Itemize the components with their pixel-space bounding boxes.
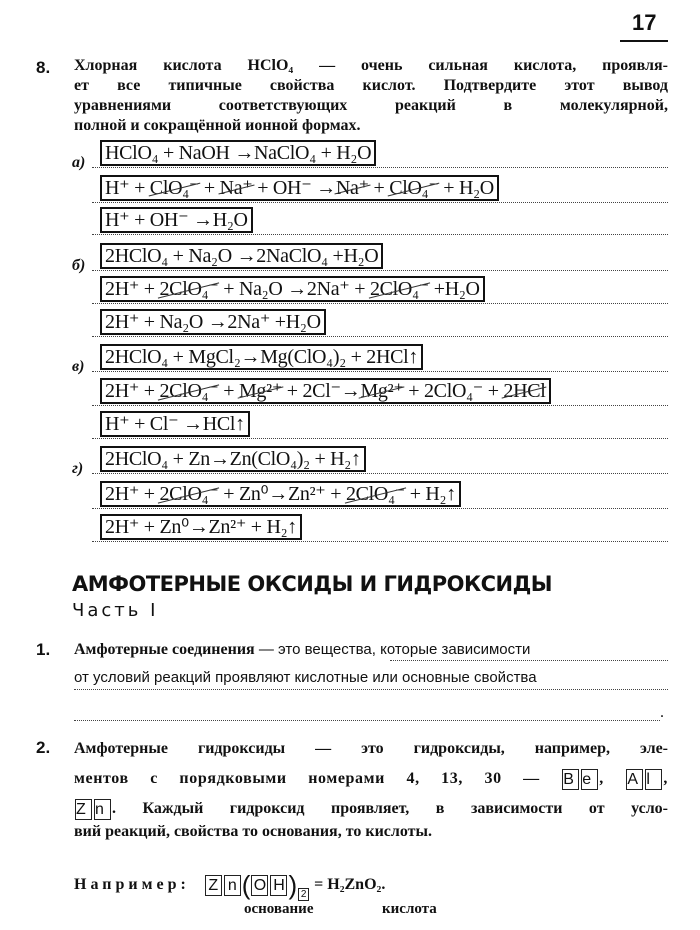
equation-text: + (218, 380, 239, 402)
equation-text: + (368, 177, 390, 199)
answer-line (390, 660, 668, 661)
answer-line (92, 202, 668, 203)
cell: e (581, 769, 598, 790)
equation-text: + Na₂O →2Na⁺ + (218, 278, 370, 300)
equation-text: 2HClO₄ + MgCl₂→Mg(ClO₄)₂ + 2HCl↑ (105, 346, 419, 368)
task-1-number: 1. (36, 640, 51, 659)
equation-text: + Zn⁰→Zn²⁺ + (218, 483, 346, 505)
answer-line (92, 438, 668, 439)
equation-group-label: а) (72, 154, 86, 171)
cancelled-ion: ClO₄⁻ (149, 177, 200, 199)
equation-box (100, 243, 383, 269)
task-8-number: 8. (36, 58, 51, 77)
answer-line (74, 689, 668, 690)
cell: l (645, 769, 662, 790)
cell: A (626, 769, 643, 790)
section-part: Часть I (72, 600, 159, 621)
task-2-line4: вий реакций, свойства то основания, то кислоты. (74, 823, 433, 840)
cancelled-ion: ClO₄⁻ (389, 177, 439, 199)
task-2-line2: ментов с порядковыми номерами 4, 13, 30 — (74, 770, 562, 787)
cancelled-ion: Na⁺ (335, 177, 369, 199)
example-result: = H₂ZnO₂. (314, 876, 386, 894)
task-8-text (74, 56, 668, 136)
task-2-line1: — это гидроксиды, например, эле- (285, 740, 668, 757)
cell: H (270, 875, 287, 896)
equation-box (100, 140, 376, 166)
cancelled-ion: 2ClO₄⁻ (345, 483, 406, 505)
equation-text: + (199, 177, 220, 199)
answer-line (92, 541, 668, 542)
cancelled-ion: Mg²⁺ (360, 380, 404, 402)
equation-group-label: г) (72, 460, 84, 477)
section-title: АМФОТЕРНЫЕ ОКСИДЫ И ГИДРОКСИДЫ (72, 572, 553, 596)
equation-group-label: в) (72, 358, 85, 375)
answer-line (92, 167, 668, 168)
equation-text: + OH⁻ → (252, 177, 336, 199)
task-8-line: ет все типичные свойства кислот. Подтвердите этот вывод (74, 77, 668, 94)
answer-line (92, 405, 668, 406)
equation-box (100, 175, 499, 201)
equation-box (100, 481, 461, 507)
equation-box (100, 344, 423, 370)
answer-line (92, 270, 668, 271)
task-8-line: полной и сокращённой ионной формах. (74, 117, 361, 134)
equation-box (100, 514, 302, 540)
task-1-line1 (74, 640, 530, 660)
example (74, 870, 385, 901)
open-paren: ( (241, 870, 251, 900)
answer-line (92, 234, 668, 235)
equation-text: 2HClO₄ + Zn→Zn(ClO₄)₂ + H₂↑ (105, 448, 361, 470)
answer-line (92, 508, 668, 509)
task-2-line3: . Каждый гидроксид проявляет, в зависимости от усло- (112, 800, 668, 817)
equation-box (100, 378, 551, 404)
task-1-answer-line2: от условий реакций проявляют кислотные или основные свойства (74, 669, 537, 686)
answer-line (92, 473, 668, 474)
cancelled-ion: 2ClO₄⁻ (159, 380, 219, 402)
equation-text: + 2Cl⁻→ (282, 380, 361, 402)
equation-text: H⁺ + OH⁻ →H₂O (105, 209, 248, 231)
cancelled-ion: 2ClO₄⁻ (369, 278, 430, 300)
close-paren: ) (288, 870, 298, 900)
task-1-answer: вещества, которые зависимости (304, 641, 531, 658)
equation-box (100, 446, 366, 472)
answer-line (74, 720, 660, 721)
task-1-term: Амфотерные соединения (74, 641, 255, 658)
equation-box (100, 276, 485, 302)
equation-text: H⁺ + (105, 177, 150, 199)
cancelled-ion: Mg²⁺ (238, 380, 283, 402)
equation-text: 2HClO₄ + Na₂O →2NaClO₄ +H₂O (105, 245, 379, 267)
answer-line (92, 336, 668, 337)
cancelled-ion: 2HCl (503, 380, 546, 402)
task-8-line: Хлорная кислота HClO₄ — очень сильная кислота, проявля- (74, 57, 668, 74)
cancelled-ion: Na⁺ (219, 177, 253, 199)
cell: B (562, 769, 579, 790)
cell: O (251, 875, 268, 896)
page-number: 17 (632, 10, 657, 35)
cell: Z (75, 799, 92, 820)
equation-text: HClO₄ + NaOH →NaClO₄ + H₂O (105, 142, 372, 164)
caption-base: основание (244, 901, 314, 917)
answer-line (92, 303, 668, 304)
page-number-underline (620, 40, 668, 42)
cancelled-ion: 2ClO₄⁻ (159, 483, 219, 505)
equation-text: 2H⁺ + (105, 380, 160, 402)
cell: n (94, 799, 111, 820)
cell: Z (205, 875, 222, 896)
task-1-end: . (660, 704, 664, 721)
task-1-dash: — это (254, 641, 305, 658)
equation-box (100, 309, 326, 335)
equation-box (100, 411, 250, 437)
equation-text: + H₂O (438, 177, 494, 199)
equation-text: 2H⁺ + (105, 278, 160, 300)
example-label: Например: (74, 876, 190, 894)
equation-text: + 2ClO₄⁻ + (403, 380, 504, 402)
index-cell: 2 (298, 888, 309, 901)
equation-box (100, 207, 253, 233)
equation-text: 2H⁺ + Zn⁰→Zn²⁺ + H₂↑ (105, 516, 297, 538)
answer-line (92, 371, 668, 372)
equation-text: 2H⁺ + (105, 483, 160, 505)
task-2-term: Амфотерные гидроксиды (74, 740, 286, 757)
caption-acid: кислота (382, 901, 437, 917)
equation-text: 2H⁺ + Na₂O →2Na⁺ +H₂O (105, 311, 321, 333)
cancelled-ion: 2ClO₄⁻ (159, 278, 219, 300)
equation-text: + H₂↑ (405, 483, 456, 505)
task-2-text: Амфотерные гидроксиды — это гидроксиды, например, эле- ментов с порядковыми номерами 4, 13, 30 — B e , A l , Z n . Каждый гидроксид проявляет, в зависимости от усло- вий реакций, свойства то основания, то кислоты. (74, 740, 668, 840)
cell: n (224, 875, 241, 896)
equation-text: +H₂O (429, 278, 480, 300)
equation-group-label: б) (72, 257, 86, 274)
task-2-number: 2. (36, 738, 51, 757)
task-8-line: уравнениями соответствующих реакций в молекулярной, (74, 97, 668, 114)
equation-text: H⁺ + Cl⁻ →HCl↑ (105, 413, 245, 435)
